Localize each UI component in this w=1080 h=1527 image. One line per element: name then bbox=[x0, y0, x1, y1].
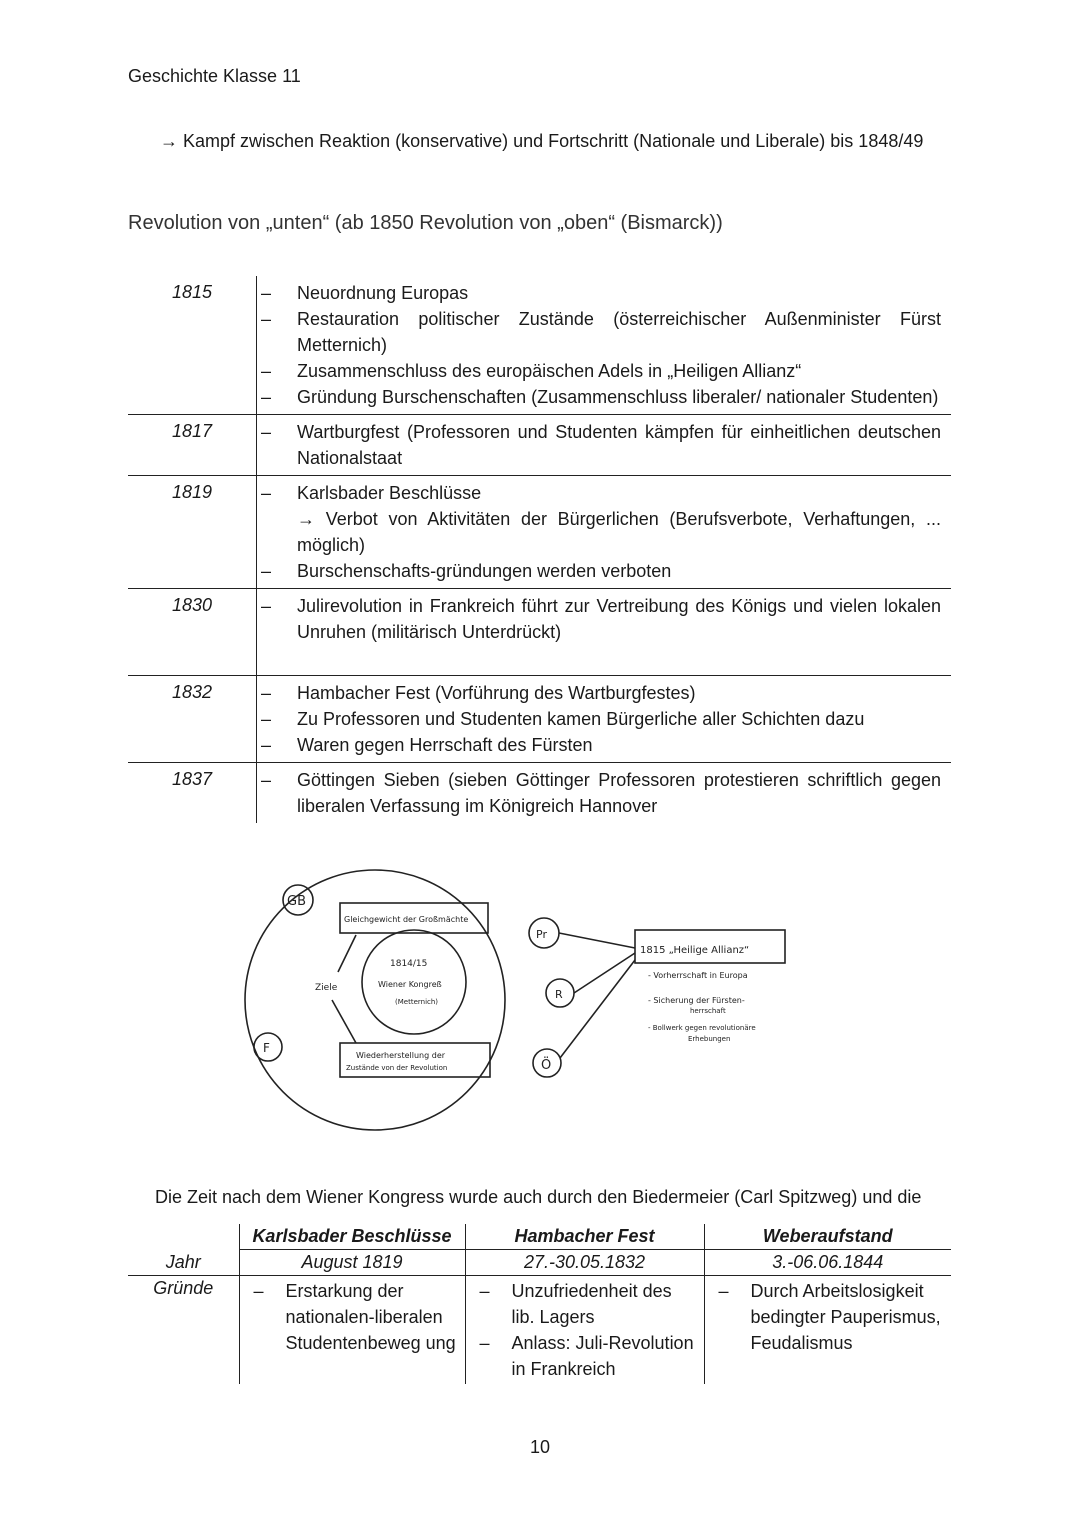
timeline-row bbox=[128, 589, 951, 676]
allianz-item: herrschaft bbox=[690, 1007, 726, 1015]
page-header: Geschichte Klasse 11 bbox=[128, 66, 301, 86]
cell: 3.-06.06.1844 bbox=[704, 1250, 951, 1276]
goal2-label-a: Wiederherstellung der bbox=[356, 1051, 446, 1060]
timeline-subitem: → Verbot von Aktivitäten der Bürgerlichen (Berufsverbote, Verhaftungen, ... möglich) bbox=[297, 509, 941, 555]
timeline-year: 1815 bbox=[172, 282, 213, 302]
goal1-label: Gleichgewicht der Großmächte bbox=[344, 915, 469, 924]
goal2-label-b: Zustände von der Revolution bbox=[346, 1064, 448, 1072]
timeline-item: – Göttingen Sieben (sieben Göttinger Professoren protestieren schriftlich gegen liberalen Verfassung im Königreich Hannover bbox=[297, 767, 941, 819]
cell-item: – Durch Arbeitslosigkeit bedingter Pauperismus, Feudalismus bbox=[751, 1278, 946, 1356]
timeline-item: – Waren gegen Herrschaft des Fürsten bbox=[297, 732, 941, 758]
allianz-item: - Sicherung der Fürsten- bbox=[648, 996, 745, 1005]
comparison-row-gruende bbox=[128, 1276, 951, 1385]
center-year: 1814/15 bbox=[390, 959, 428, 969]
row-label: Gründe bbox=[153, 1278, 214, 1298]
gb-label: GB bbox=[287, 894, 306, 909]
pr-label: Pr bbox=[536, 928, 547, 941]
cell-item: – Unzufriedenheit des lib. Lagers bbox=[512, 1278, 698, 1330]
col-header: Weberaufstand bbox=[704, 1224, 951, 1250]
allianz-title: 1815 „Heilige Allianz“ bbox=[640, 945, 750, 956]
intro-line: → Kampf zwischen Reaktion (konservative) und Fortschritt (Nationale und Liberale) bis 1848/49 bbox=[160, 131, 924, 151]
timeline-item: – Wartburgfest (Professoren und Studenten kämpfen für einheitlichen deutschen Nationalstaat bbox=[297, 419, 941, 471]
allianz-item: - Vorherrschaft in Europa bbox=[648, 971, 748, 980]
timeline-row bbox=[128, 676, 951, 763]
f-label: F bbox=[263, 1041, 270, 1055]
timeline-row bbox=[128, 276, 951, 415]
timeline-year: 1837 bbox=[172, 769, 213, 789]
center-congress: Wiener Kongreß bbox=[378, 980, 442, 989]
timeline-item: – Zu Professoren und Studenten kamen Bürgerliche aller Schichten dazu bbox=[297, 706, 941, 732]
timeline-item: – Hambacher Fest (Vorführung des Wartburgfestes) bbox=[297, 680, 941, 706]
cell-item: – Erstarkung der nationalen-liberalen Studentenbeweg ung bbox=[286, 1278, 459, 1356]
allianz-item: Erhebungen bbox=[688, 1035, 731, 1043]
oe-label: Ö bbox=[541, 1058, 552, 1073]
timeline-item: – Gründung Burschenschaften (Zusammenschluss liberaler/ nationaler Studenten) bbox=[297, 384, 941, 410]
section-subtitle: Revolution von „unten“ (ab 1850 Revolution von „oben“ (Bismarck)) bbox=[128, 212, 723, 234]
center-metternich: (Metternich) bbox=[395, 998, 439, 1006]
ziele-label: Ziele bbox=[315, 983, 338, 993]
r-label: R bbox=[555, 988, 563, 1001]
timeline-item: – Karlsbader Beschlüsse bbox=[297, 480, 941, 506]
timeline-item: – Julirevolution in Frankreich führt zur Vertreibung des Königs und vielen lokalen Unruhen (militärisch Unterdrückt) bbox=[297, 593, 941, 645]
timeline-item: – Zusammenschluss des europäischen Adels in „Heiligen Allianz“ bbox=[297, 358, 941, 384]
allianz-item: - Bollwerk gegen revolutionäre bbox=[648, 1024, 756, 1032]
timeline-year: 1832 bbox=[172, 682, 213, 702]
timeline-row bbox=[128, 476, 951, 589]
timeline-table bbox=[128, 276, 951, 823]
timeline-row bbox=[128, 763, 951, 823]
row-label: Jahr bbox=[128, 1250, 239, 1276]
cell: August 1819 bbox=[239, 1250, 465, 1276]
table-intro: Die Zeit nach dem Wiener Kongress wurde auch durch den Biedermeier (Carl Spitzweg) und die bbox=[155, 1187, 922, 1207]
comparison-table bbox=[128, 1224, 951, 1384]
comparison-row-jahr bbox=[128, 1250, 951, 1276]
cell: 27.-30.05.1832 bbox=[465, 1250, 704, 1276]
timeline-year: 1817 bbox=[172, 421, 213, 441]
timeline-year: 1819 bbox=[172, 482, 213, 502]
congress-diagram bbox=[240, 860, 820, 1160]
europe-circle bbox=[245, 870, 505, 1130]
timeline-row bbox=[128, 415, 951, 476]
timeline-year: 1830 bbox=[172, 595, 213, 615]
cell-item: – Anlass: Juli-Revolution in Frankreich bbox=[512, 1330, 698, 1382]
timeline-item: – Neuordnung Europas bbox=[297, 280, 941, 306]
page-number: 10 bbox=[530, 1437, 551, 1457]
timeline-item: – Restauration politischer Zustände (österreichischer Außenminister Fürst Metternich) bbox=[297, 306, 941, 358]
comparison-header-row bbox=[128, 1224, 951, 1250]
col-header: Hambacher Fest bbox=[465, 1224, 704, 1250]
timeline-item: – Burschenschafts-gründungen werden verboten bbox=[297, 558, 941, 584]
col-header: Karlsbader Beschlüsse bbox=[239, 1224, 465, 1250]
